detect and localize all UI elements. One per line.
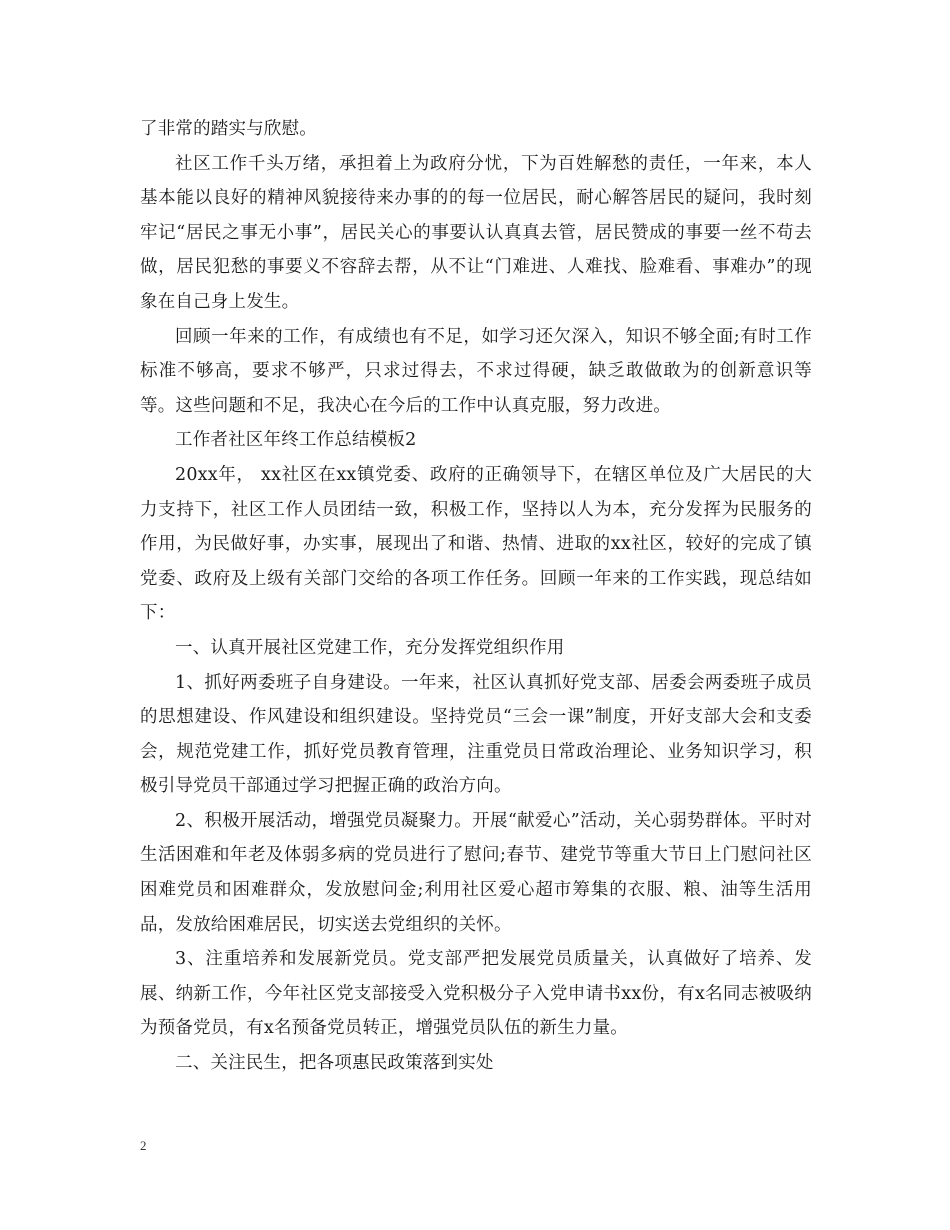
paragraph: 了非常的踏实与欣慰。 [140,119,317,139]
section-title: 工作者社区年终工作总结模板2 [175,430,417,451]
paragraph: 社区工作千头万绪，承担着上为政府分忧，下为百姓解愁的责任，一年来，本人基本能以良好的精神风貌接待来办事的的每一位居民，耐心解答居民的疑问，我时刻牢记“居民之事无小事”，居民关心的事要认认真真去管，居民赞成的事要一丝不苟去做，居民犯愁的事要义不容辞去帮，从不让“门难进、人难找、脸难看、事难办”的现象在自己身上发生。 [140,153,812,312]
paragraph: 3、注重培养和发展新党员。党支部严把发展党员质量关，认真做好了培养、发展、纳新工作，今年社区党支部接受入党积极分子入党申请书xx份，有x名同志被吸纳为预备党员，有x名预备党员转正，增强党员队伍的新生力量。 [140,949,812,1039]
paragraph: 2、积极开展活动，增强党员凝聚力。开展“献爱心”活动，关心弱势群体。平时对生活困难和年老及体弱多病的党员进行了慰问;春节、建党节等重大节日上门慰问社区困难党员和困难群众，发放慰问金;利用社区爱心超市筹集的衣服、粮、油等生活用品，发放给困难居民，切实送去党组织的关怀。 [140,810,812,935]
section-heading: 一、认真开展社区党建工作，充分发挥党组织作用 [175,637,565,658]
paragraph: 回顾一年来的工作，有成绩也有不足，如学习还欠深入，知识不够全面;有时工作标准不够高，要求不够严，只求过得去，不求过得硬，缺乏敢做敢为的创新意识等等。这些问题和不足，我决心在今后的工作中认真克服，努力改进。 [140,326,812,416]
page-number: 2 [140,1138,147,1153]
paragraph: 1、抓好两委班子自身建设。一年来，社区认真抓好党支部、居委会两委班子成员的思想建设、作风建设和组织建设。坚持党员“三会一课”制度，开好支部大会和支委会，规范党建工作，抓好党员教育管理，注重党员日常政治理论、业务知识学习，积极引导党员干部通过学习把握正确的政治方向。 [140,672,812,797]
document-body [140,112,812,1081]
paragraph: 20xx年， xx社区在xx镇党委、政府的正确领导下，在辖区单位及广大居民的大力支持下，社区工作人员团结一致，积极工作，坚持以人为本，充分发挥为民服务的作用，为民做好事，办实事，展现出了和谐、热情、进取的xx社区，较好的完成了镇党委、政府及上级有关部门交给的各项工作任务。回顾一年来的工作实践，现总结如下： [140,464,812,624]
section-heading: 二、关注民生，把各项惠民政策落到实处 [175,1053,494,1074]
